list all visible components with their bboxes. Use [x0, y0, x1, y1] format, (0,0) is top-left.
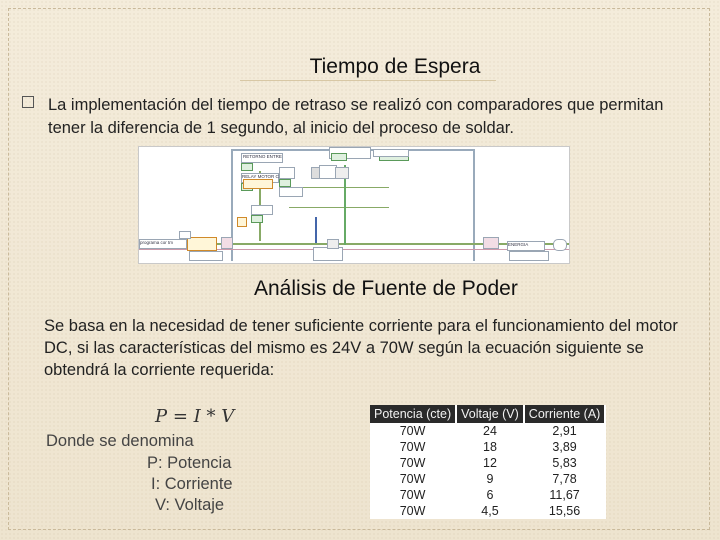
table-row	[370, 487, 606, 503]
power-table	[370, 405, 606, 519]
table-cell: 18	[457, 439, 525, 455]
table-cell: 9	[457, 471, 525, 487]
table-cell: 15,56	[525, 503, 607, 519]
table-cell: 24	[457, 423, 525, 439]
table-cell: 7,78	[525, 471, 607, 487]
block-diagram-image: RETORNO ENTRE RELAY MOTOR C programa cor tm ENERGIA	[138, 146, 570, 264]
section-paragraph: Se basa en la necesidad de tener suficiente corriente para el funcionamiento del motor DC, si las características del mismo es 24V a 70W según la ecuación siguiente se obtendrá la corriente requerida:	[44, 317, 678, 379]
definition-voltage: V: Voltaje	[155, 496, 225, 514]
table-cell: 70W	[370, 471, 457, 487]
table-header: Corriente (A)	[525, 405, 607, 423]
table-header-row	[370, 405, 606, 423]
checkbox-bullet-icon	[22, 96, 34, 108]
section-title: Análisis de Fuente de Poder	[254, 277, 518, 300]
table-cell: 70W	[370, 439, 457, 455]
table-row	[370, 503, 606, 519]
table-cell: 5,83	[525, 455, 607, 471]
table-header: Potencia (cte)	[370, 405, 457, 423]
table-cell: 11,67	[525, 487, 607, 503]
definition-current: I: Corriente	[151, 475, 233, 493]
table-row	[370, 455, 606, 471]
table-cell: 3,89	[525, 439, 607, 455]
table-cell: 70W	[370, 455, 457, 471]
table-cell: 70W	[370, 503, 457, 519]
table-cell: 2,91	[525, 423, 607, 439]
table-row	[370, 423, 606, 439]
table-cell: 70W	[370, 487, 457, 503]
table-cell: 70W	[370, 423, 457, 439]
table-cell: 6	[457, 487, 525, 503]
definition-power: P: Potencia	[147, 454, 232, 472]
table-header: Voltaje (V)	[457, 405, 525, 423]
power-formula: P = I * V	[155, 406, 235, 427]
slide-title: Tiempo de Espera	[309, 55, 481, 78]
table-row	[370, 439, 606, 455]
bullet-paragraph: La implementación del tiempo de retraso se realizó con comparadores que permitan tener la diferencia de 1 segundo, al inicio del proceso de soldar.	[48, 96, 664, 137]
table-cell: 4,5	[457, 503, 525, 519]
title-divider	[240, 80, 496, 81]
table-row	[370, 471, 606, 487]
definition-intro: Donde se denomina	[46, 432, 194, 450]
table-cell: 12	[457, 455, 525, 471]
